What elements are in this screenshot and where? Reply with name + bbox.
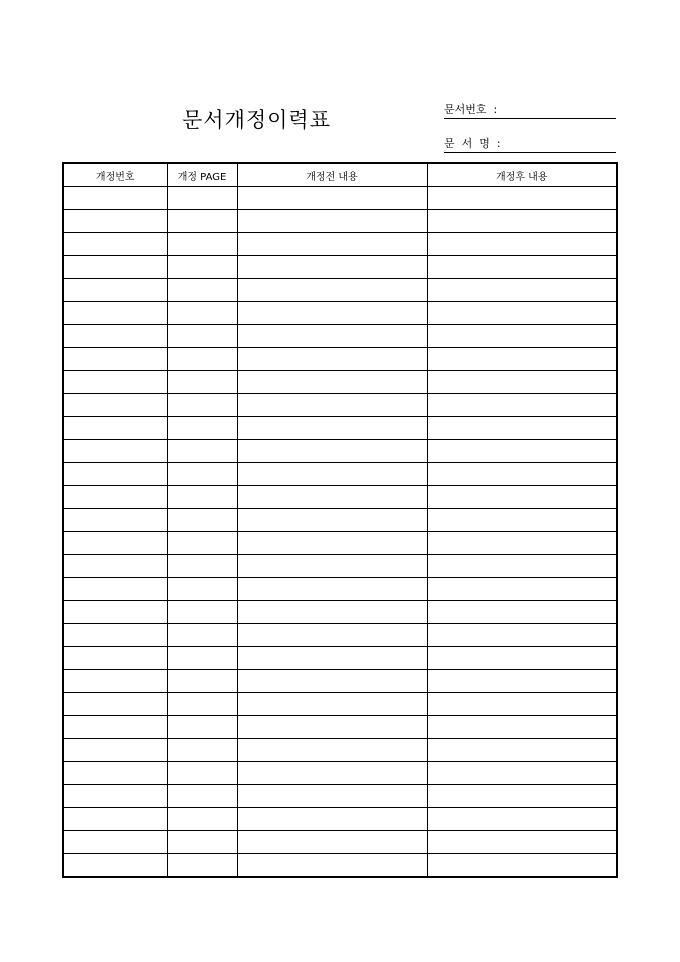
- table-cell[interactable]: [167, 808, 237, 831]
- table-cell[interactable]: [427, 762, 617, 785]
- table-cell[interactable]: [427, 417, 617, 440]
- table-row: [63, 831, 617, 854]
- table-cell[interactable]: [63, 693, 167, 716]
- table-cell[interactable]: [237, 417, 427, 440]
- table-cell[interactable]: [237, 670, 427, 693]
- table-row: [63, 325, 617, 348]
- table-cell[interactable]: [63, 647, 167, 670]
- table-cell[interactable]: [427, 532, 617, 555]
- page-title: 문서개정이력표: [182, 108, 332, 132]
- table-cell[interactable]: [427, 440, 617, 463]
- table-cell[interactable]: [427, 831, 617, 854]
- table-cell[interactable]: [237, 210, 427, 233]
- table-row: [63, 647, 617, 670]
- table-row: [63, 808, 617, 831]
- table-cell[interactable]: [427, 624, 617, 647]
- table-cell[interactable]: [167, 670, 237, 693]
- header-revision-number: 개정번호: [63, 163, 167, 187]
- table-cell[interactable]: [237, 532, 427, 555]
- table-cell[interactable]: [237, 233, 427, 256]
- table-row: [63, 624, 617, 647]
- table-row: [63, 233, 617, 256]
- table-cell[interactable]: [427, 509, 617, 532]
- table-cell[interactable]: [167, 371, 237, 394]
- table-cell[interactable]: [63, 486, 167, 509]
- table-cell[interactable]: [63, 808, 167, 831]
- table-row: [63, 256, 617, 279]
- table-cell[interactable]: [63, 716, 167, 739]
- table-cell[interactable]: [167, 463, 237, 486]
- table-cell[interactable]: [427, 279, 617, 302]
- table-cell[interactable]: [167, 394, 237, 417]
- table-cell[interactable]: [167, 739, 237, 762]
- table-cell[interactable]: [167, 693, 237, 716]
- table-row: [63, 670, 617, 693]
- table-row: [63, 302, 617, 325]
- table-row: [63, 417, 617, 440]
- table-cell[interactable]: [63, 256, 167, 279]
- table-cell[interactable]: [427, 578, 617, 601]
- table-cell[interactable]: [63, 348, 167, 371]
- table-cell[interactable]: [167, 601, 237, 624]
- table-cell[interactable]: [237, 279, 427, 302]
- table-cell[interactable]: [167, 279, 237, 302]
- table-cell[interactable]: [63, 555, 167, 578]
- table-cell[interactable]: [63, 739, 167, 762]
- table-cell[interactable]: [427, 716, 617, 739]
- table-header-row: [63, 163, 617, 187]
- table-row: [63, 601, 617, 624]
- table-cell[interactable]: [427, 670, 617, 693]
- table-row: [63, 693, 617, 716]
- table-cell[interactable]: [427, 739, 617, 762]
- table-cell[interactable]: [237, 831, 427, 854]
- table-row: [63, 785, 617, 808]
- table-cell[interactable]: [167, 854, 237, 878]
- table-cell[interactable]: [167, 417, 237, 440]
- table-cell[interactable]: [167, 716, 237, 739]
- table-cell[interactable]: [427, 371, 617, 394]
- table-cell[interactable]: [427, 486, 617, 509]
- table-cell[interactable]: [167, 325, 237, 348]
- table-cell[interactable]: [167, 440, 237, 463]
- table-cell[interactable]: [427, 785, 617, 808]
- table-cell[interactable]: [63, 325, 167, 348]
- table-row: [63, 532, 617, 555]
- table-cell[interactable]: [237, 486, 427, 509]
- table-cell[interactable]: [237, 739, 427, 762]
- table-cell[interactable]: [237, 440, 427, 463]
- table-row: [63, 187, 617, 210]
- table-cell[interactable]: [427, 555, 617, 578]
- table-cell[interactable]: [237, 762, 427, 785]
- table-cell[interactable]: [427, 854, 617, 878]
- table-cell[interactable]: [427, 693, 617, 716]
- table-cell[interactable]: [237, 325, 427, 348]
- table-cell[interactable]: [63, 279, 167, 302]
- table-cell[interactable]: [63, 302, 167, 325]
- doc-name-field[interactable]: 문 서 명 :: [444, 137, 616, 153]
- table-cell[interactable]: [237, 808, 427, 831]
- table-cell[interactable]: [427, 325, 617, 348]
- table-cell[interactable]: [63, 509, 167, 532]
- table-cell[interactable]: [237, 785, 427, 808]
- header-before-content: 개정전 내용: [237, 163, 427, 187]
- table-cell[interactable]: [167, 509, 237, 532]
- table-cell[interactable]: [167, 532, 237, 555]
- table-row: [63, 578, 617, 601]
- header-after-content: 개정후 내용: [427, 163, 617, 187]
- table-cell[interactable]: [63, 670, 167, 693]
- table-row: [63, 762, 617, 785]
- table-row: [63, 739, 617, 762]
- table-cell[interactable]: [63, 463, 167, 486]
- table-cell[interactable]: [63, 624, 167, 647]
- table-row: [63, 440, 617, 463]
- table-cell[interactable]: [63, 831, 167, 854]
- table-cell[interactable]: [427, 808, 617, 831]
- table-cell[interactable]: [427, 302, 617, 325]
- table-cell[interactable]: [167, 578, 237, 601]
- table-cell[interactable]: [237, 693, 427, 716]
- table-cell[interactable]: [167, 187, 237, 210]
- table-cell[interactable]: [167, 256, 237, 279]
- table-cell[interactable]: [63, 601, 167, 624]
- table-cell[interactable]: [427, 256, 617, 279]
- table-row: [63, 348, 617, 371]
- table-cell[interactable]: [63, 762, 167, 785]
- table-cell[interactable]: [167, 624, 237, 647]
- revision-history-table: [62, 162, 618, 878]
- doc-number-field[interactable]: 문서번호 :: [444, 103, 616, 119]
- table-cell[interactable]: [427, 601, 617, 624]
- table-cell[interactable]: [63, 417, 167, 440]
- table-cell[interactable]: [63, 394, 167, 417]
- table-cell[interactable]: [63, 785, 167, 808]
- table-row: [63, 371, 617, 394]
- table-cell[interactable]: [237, 509, 427, 532]
- table-cell[interactable]: [237, 716, 427, 739]
- table-row: [63, 854, 617, 878]
- table-cell[interactable]: [237, 371, 427, 394]
- table-cell[interactable]: [237, 348, 427, 371]
- table-row: [63, 716, 617, 739]
- table-cell[interactable]: [427, 394, 617, 417]
- table-row: [63, 463, 617, 486]
- table-cell[interactable]: [63, 532, 167, 555]
- table-cell[interactable]: [237, 302, 427, 325]
- table-cell[interactable]: [63, 371, 167, 394]
- table-cell[interactable]: [237, 854, 427, 878]
- table-cell[interactable]: [427, 463, 617, 486]
- table-cell[interactable]: [167, 302, 237, 325]
- table-cell[interactable]: [167, 210, 237, 233]
- table-cell[interactable]: [237, 601, 427, 624]
- table-cell[interactable]: [63, 854, 167, 878]
- table-cell[interactable]: [427, 647, 617, 670]
- table-row: [63, 509, 617, 532]
- table-cell[interactable]: [427, 233, 617, 256]
- table-cell[interactable]: [167, 486, 237, 509]
- table-cell[interactable]: [167, 762, 237, 785]
- table-cell[interactable]: [237, 463, 427, 486]
- table-cell[interactable]: [237, 187, 427, 210]
- header-revision-page: 개정 PAGE: [167, 163, 237, 187]
- table-cell[interactable]: [237, 647, 427, 670]
- table-cell[interactable]: [167, 647, 237, 670]
- table-cell[interactable]: [63, 440, 167, 463]
- table-row: [63, 279, 617, 302]
- table-cell[interactable]: [427, 210, 617, 233]
- table-cell[interactable]: [63, 210, 167, 233]
- table-cell[interactable]: [237, 555, 427, 578]
- table-cell[interactable]: [167, 348, 237, 371]
- table-row: [63, 486, 617, 509]
- table-cell[interactable]: [167, 555, 237, 578]
- table-row: [63, 394, 617, 417]
- table-row: [63, 555, 617, 578]
- table-cell[interactable]: [63, 187, 167, 210]
- table-cell[interactable]: [167, 831, 237, 854]
- table-cell[interactable]: [237, 394, 427, 417]
- table-cell[interactable]: [237, 624, 427, 647]
- table-cell[interactable]: [427, 187, 617, 210]
- table-cell[interactable]: [167, 785, 237, 808]
- table-cell[interactable]: [237, 578, 427, 601]
- table-cell[interactable]: [167, 233, 237, 256]
- table-cell[interactable]: [237, 256, 427, 279]
- table-cell[interactable]: [63, 233, 167, 256]
- table-body: [63, 187, 617, 878]
- table-cell[interactable]: [63, 578, 167, 601]
- table-row: [63, 210, 617, 233]
- table-cell[interactable]: [427, 348, 617, 371]
